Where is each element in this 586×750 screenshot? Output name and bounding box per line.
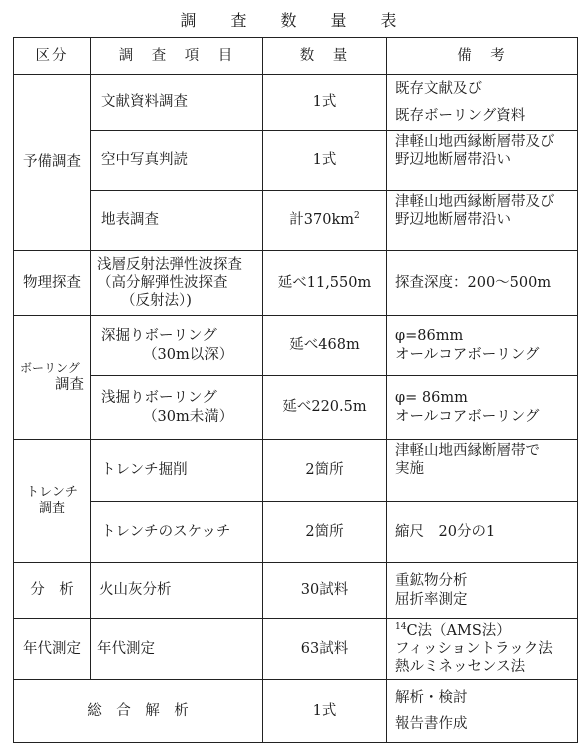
table-row: [14, 619, 578, 680]
item-line: （30m未満）: [143, 408, 234, 425]
table-row: [14, 316, 578, 376]
remarks-line: 津軽山地西縁断層帯で: [395, 443, 540, 459]
item-cell: [91, 251, 263, 316]
page-title: 調 査 数 量 表: [180, 11, 406, 30]
remarks-line: 津軽山地西縁断層帯及び: [395, 194, 555, 210]
remarks-cell: [387, 619, 578, 680]
item-line: 浅層反射法弾性波探査: [97, 256, 242, 273]
remarks-superscript: 14: [395, 621, 407, 632]
remarks-cell: [387, 191, 578, 251]
remarks-line: 野辺地断層帯沿い: [395, 212, 511, 229]
table-row: [14, 131, 578, 191]
quantity-cell: 63試料: [263, 619, 387, 680]
item-line: 浅掘りボーリング: [101, 390, 217, 407]
category-cell: 総 合 解 析: [14, 680, 263, 743]
quantity-cell: 1式: [263, 75, 387, 131]
table-row: [14, 75, 578, 131]
item-cell: 地表調査: [91, 191, 263, 251]
survey-quantity-table: [13, 37, 578, 743]
item-cell: [91, 316, 263, 376]
item-line: （高分解弾性波探査: [97, 274, 228, 291]
remarks-cell: [387, 131, 578, 191]
remarks-line: 既存ボーリング資料: [395, 107, 526, 124]
remarks-line: φ= 86mm: [395, 390, 468, 407]
table-row: [14, 680, 578, 743]
item-line: 深掘りボーリング: [101, 328, 217, 345]
item-cell: 文献資料調査: [91, 75, 263, 131]
remarks-line: フィッショントラック法: [395, 640, 553, 657]
item-cell: [91, 376, 263, 440]
category-cell: [14, 316, 91, 440]
category-line: ボーリング: [20, 360, 80, 375]
remarks-line: [395, 622, 571, 640]
category-cell: 物理探査: [14, 251, 91, 316]
remarks-cell: [387, 563, 578, 619]
quantity-cell: 30試料: [263, 563, 387, 619]
quantity-value: 計370km: [289, 212, 354, 229]
item-cell: 火山灰分析: [91, 563, 263, 619]
table-row: [14, 440, 578, 502]
remarks-line: 解析・検討: [395, 689, 468, 706]
remarks-cell: 探査深度：200〜500m: [387, 251, 578, 316]
remarks-line: 野辺地断層帯沿い: [395, 152, 511, 169]
quantity-cell: 2箇所: [263, 502, 387, 563]
quantity-cell: 1式: [263, 131, 387, 191]
remarks-cell: [387, 376, 578, 440]
remarks-text: C法（AMS法）: [406, 622, 511, 639]
remarks-line: 報告書作成: [395, 716, 468, 732]
remarks-cell: [387, 75, 578, 131]
table-row: [14, 191, 578, 251]
category-cell: 年代測定: [14, 619, 91, 680]
quantity-cell: 2箇所: [263, 440, 387, 502]
header-row: [14, 38, 578, 75]
table-row: [14, 376, 578, 440]
remarks-line: φ=86mm: [395, 328, 464, 345]
quantity-cell: 延べ220.5m: [263, 376, 387, 440]
item-line: （反射法）): [121, 293, 192, 310]
remarks-line: 実施: [395, 461, 424, 478]
category-line: 調査: [55, 376, 84, 393]
quantity-superscript: 2: [353, 211, 360, 222]
header-remarks: 備 考: [387, 38, 578, 75]
item-cell: トレンチのスケッチ: [91, 502, 263, 563]
table-row: [14, 251, 578, 316]
item-cell: 空中写真判読: [91, 131, 263, 191]
header-category: 区分: [14, 38, 91, 75]
remarks-line: 熱ルミネッセンス法: [395, 659, 526, 676]
category-cell: 分 析: [14, 563, 91, 619]
remarks-cell: [387, 316, 578, 376]
quantity-cell: 延べ468m: [263, 316, 387, 376]
table-row: [14, 563, 578, 619]
category-cell: 予備調査: [14, 75, 91, 251]
remarks-cell: 縮尺 20分の1: [387, 502, 578, 563]
item-line: （30m以深）: [143, 346, 234, 363]
header-quantity: 数 量: [263, 38, 387, 75]
quantity-cell: 延べ11,550m: [263, 251, 387, 316]
item-cell: トレンチ掘削: [91, 440, 263, 502]
remarks-cell: [387, 680, 578, 743]
table-row: [14, 502, 578, 563]
remarks-line: 津軽山地西縁断層帯及び: [395, 134, 555, 150]
item-cell: 年代測定: [91, 619, 263, 680]
category-cell: トレンチ調査: [14, 440, 91, 563]
remarks-line: オールコアボーリング: [395, 346, 540, 363]
remarks-line: 既存文献及び: [395, 81, 482, 98]
quantity-cell: 1式: [263, 680, 387, 743]
remarks-cell: [387, 440, 578, 502]
remarks-line: 重鉱物分析: [395, 573, 468, 590]
remarks-line: 屈折率測定: [395, 591, 468, 608]
quantity-cell: [263, 191, 387, 251]
remarks-line: オールコアボーリング: [395, 408, 540, 425]
header-item: 調 査 項 目: [91, 38, 263, 75]
